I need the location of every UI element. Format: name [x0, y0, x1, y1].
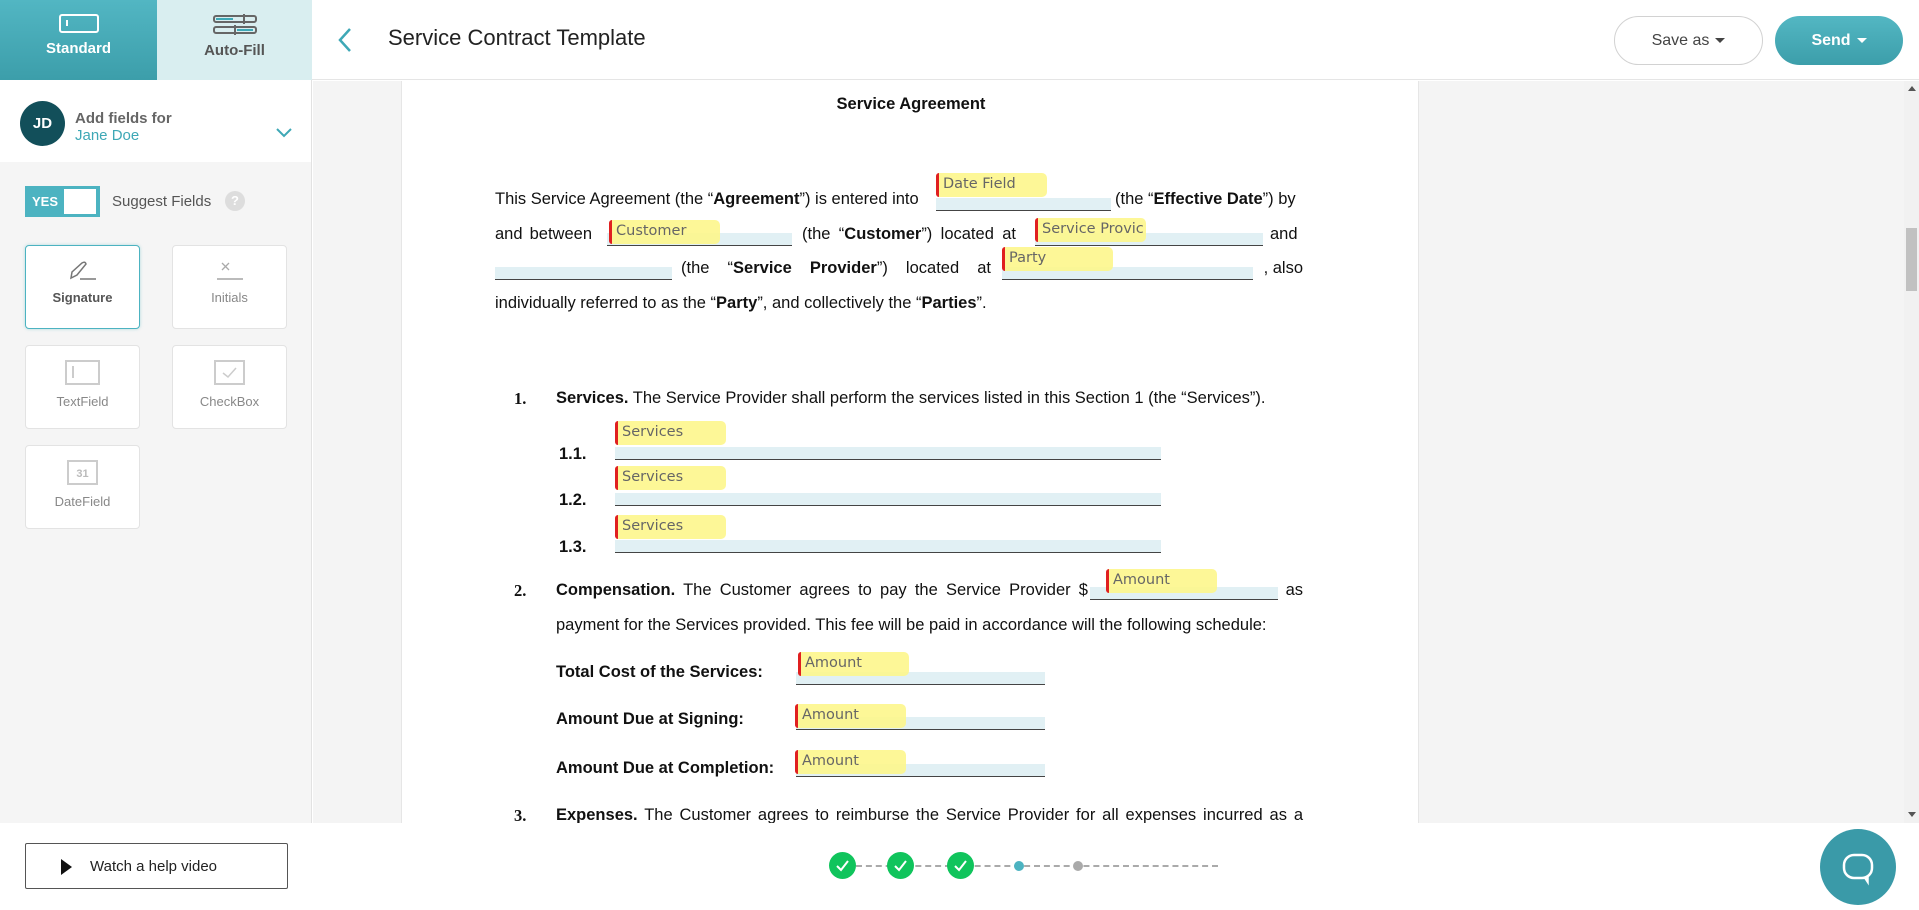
pen-icon [68, 260, 98, 282]
services-field[interactable]: Services [615, 466, 726, 490]
schedule-label: Total Cost of the Services: [556, 663, 763, 681]
svg-text:31: 31 [75, 468, 89, 480]
schedule-label: Amount Due at Completion: [556, 759, 775, 777]
section-number: 1. [514, 389, 527, 408]
field-datefield[interactable] [25, 445, 140, 529]
scrollbar-thumb[interactable] [1906, 228, 1917, 291]
paragraph-line: and [1270, 225, 1298, 243]
sliders-icon [213, 14, 257, 36]
sidebar [0, 0, 312, 823]
calendar-icon [67, 460, 99, 486]
check-icon [887, 852, 914, 879]
chat-bubble-icon [1820, 829, 1896, 905]
check-icon [829, 852, 856, 879]
subsection-number: 1.1. [559, 445, 587, 463]
assignee-selector[interactable] [0, 80, 311, 162]
services-field[interactable]: Services [615, 421, 726, 445]
step-complete [887, 852, 914, 879]
amount-field[interactable]: Amount [1106, 569, 1217, 593]
section-number: 3. [514, 806, 527, 823]
blank-line [936, 198, 1111, 211]
paragraph-line: (the “Customer”) located at [802, 225, 1016, 243]
page-title: Service Contract Template [388, 25, 646, 50]
tab-standard[interactable] [0, 0, 157, 80]
schedule-label: Amount Due at Signing: [556, 710, 744, 728]
blank-line [615, 447, 1161, 460]
save-as-label: Save as [1651, 32, 1710, 49]
scroll-down-icon[interactable] [1908, 812, 1916, 817]
party-field[interactable]: Party [1002, 247, 1113, 271]
textbox-icon [59, 14, 99, 34]
paragraph-line: and between [495, 225, 592, 243]
send-button[interactable] [1775, 16, 1903, 65]
section-text: Expenses. The Customer agrees to reimburse the Service Provider for all expenses incurred as a [556, 806, 1303, 823]
tab-label: Standard [45, 40, 111, 57]
header [312, 0, 1919, 80]
back-arrow-icon[interactable] [337, 27, 353, 53]
paragraph-line: (the “Effective Date”) by [1115, 190, 1296, 208]
footer [0, 823, 1919, 908]
step-current [1014, 861, 1024, 871]
watch-help-video-button[interactable] [25, 843, 288, 889]
chat-button[interactable] [1820, 829, 1896, 905]
tile-label: CheckBox [199, 394, 260, 409]
document-title: Service Agreement [836, 95, 986, 113]
scrollbar[interactable] [1904, 81, 1919, 823]
textfield-icon [65, 360, 101, 386]
service-provider-field[interactable]: Service Provic [1035, 218, 1146, 242]
blank-line [615, 493, 1161, 506]
blank-line [495, 267, 672, 280]
section-text: payment for the Services provided. This fee will be paid in accordance will the following schedule: [556, 616, 1267, 634]
tab-auto-fill[interactable] [157, 0, 312, 80]
suggest-fields-label: Suggest Fields [112, 193, 212, 210]
scroll-up-icon[interactable] [1908, 86, 1916, 91]
avatar: JD [20, 101, 65, 146]
help-video-label: Watch a help video [90, 858, 218, 875]
tile-label: DateField [54, 494, 111, 509]
blank-line [615, 540, 1161, 553]
paragraph-line: individually referred to as the “Party”, and collectively the “Parties”. [495, 294, 987, 312]
section-number: 2. [514, 581, 527, 600]
document-page [401, 81, 1419, 823]
help-icon[interactable]: ? [225, 191, 245, 211]
toggle-label: YES [32, 194, 59, 209]
assignee-name: Jane Doe [75, 127, 140, 144]
amount-field[interactable]: Amount [795, 750, 906, 774]
subsection-number: 1.2. [559, 491, 587, 509]
date-field[interactable]: Date Field [936, 173, 1047, 197]
tile-label: Signature [52, 290, 113, 305]
section-text: as [1285, 581, 1303, 599]
caret-down-icon [1715, 38, 1725, 43]
services-field[interactable]: Services [615, 515, 726, 539]
amount-field[interactable]: Amount [795, 704, 906, 728]
tile-label: Initials [211, 290, 248, 305]
step-pending [1073, 861, 1083, 871]
check-icon [947, 852, 974, 879]
customer-field[interactable]: Customer [609, 220, 720, 244]
tab-label: Auto-Fill [204, 42, 265, 59]
initials-icon [215, 260, 245, 282]
field-textfield[interactable] [25, 345, 140, 429]
step-complete [947, 852, 974, 879]
section-text: Compensation. The Customer agrees to pay the Service Provider $ [556, 581, 1088, 599]
send-label: Send [1811, 32, 1851, 49]
checkbox-icon [214, 360, 246, 386]
paragraph-line: , also [1263, 259, 1303, 277]
step-complete [829, 852, 856, 879]
save-as-button[interactable] [1614, 16, 1763, 65]
tile-label: TextField [56, 394, 109, 409]
add-fields-label: Add fields for [75, 110, 172, 127]
document-viewer [313, 81, 1904, 823]
paragraph-line: This Service Agreement (the “Agreement”) is entered into [495, 190, 919, 208]
paragraph-line: (the “Service Provider”) located at [681, 259, 992, 277]
play-icon [61, 859, 72, 875]
section-text: Services. The Service Provider shall perform the services listed in this Section 1 (the “Services”). [556, 389, 1266, 407]
suggest-fields-toggle[interactable] [25, 186, 100, 217]
caret-down-icon [1857, 38, 1867, 43]
chevron-down-icon[interactable] [276, 128, 292, 138]
field-signature[interactable] [25, 245, 140, 329]
field-initials[interactable] [172, 245, 287, 329]
toggle-knob [64, 189, 96, 214]
subsection-number: 1.3. [559, 538, 587, 556]
amount-field[interactable]: Amount [798, 652, 909, 676]
field-checkbox[interactable] [172, 345, 287, 429]
